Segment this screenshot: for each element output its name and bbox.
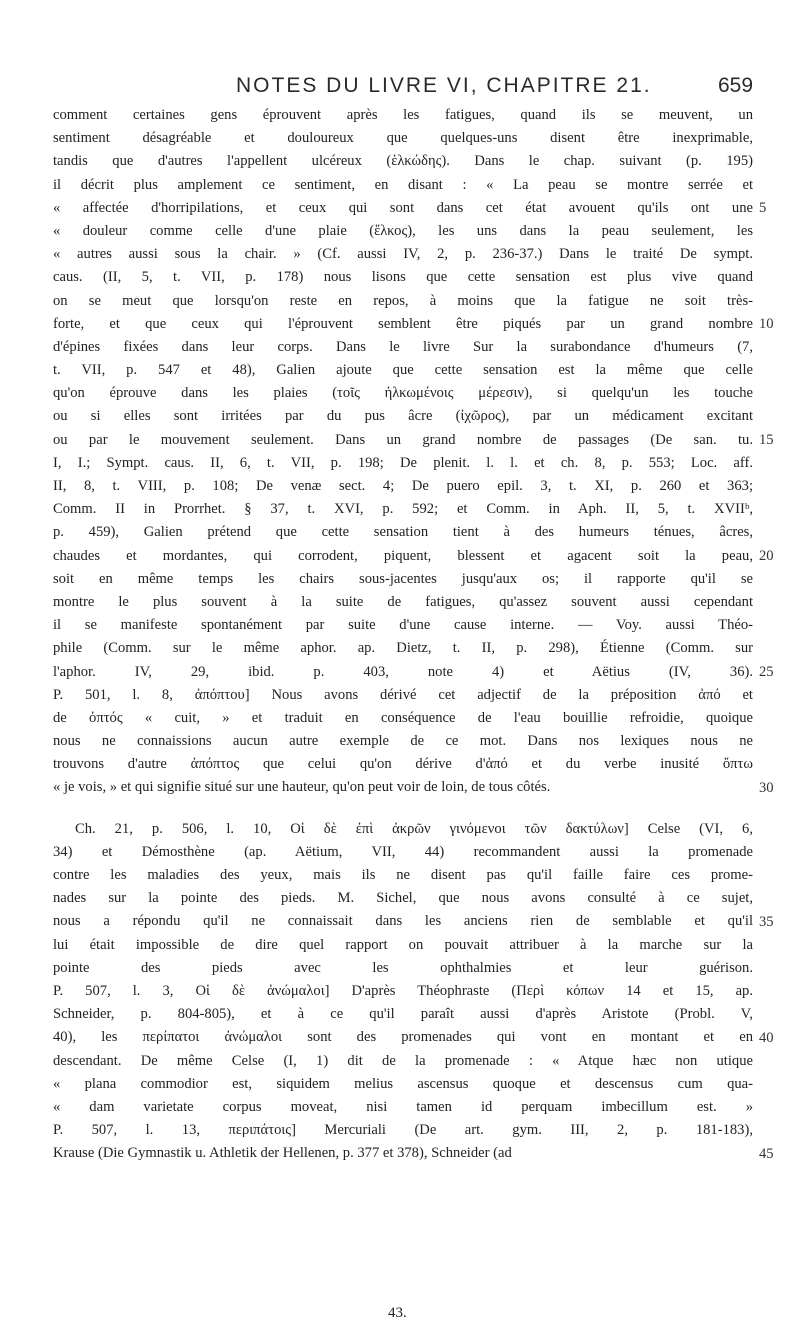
- margin-line-number: 10: [759, 315, 774, 332]
- text-line: nous a répondu qu'il ne connaissait dans les anciens rien de semblable et qu'il: [53, 913, 753, 930]
- text-line: nades sur la pointe des pieds. M. Sichel, que nous avons consulté à ce sujet,: [53, 890, 753, 907]
- text-line: « affectée d'horripilations, et ceux qui sont dans cet état avouent qu'ils ont une: [53, 199, 753, 216]
- page-number: 659: [718, 74, 754, 97]
- signature-mark: 43.: [388, 1305, 407, 1321]
- text-line: Schneider, p. 804-805), et à ce qu'il paraît aussi d'après Aristote (Probl. V,: [53, 1006, 753, 1023]
- margin-line-number: 5: [759, 199, 767, 216]
- text-line: « dam varietate corpus moveat, nisi tamen id perquam imbecillum est. »: [53, 1098, 753, 1115]
- text-line: on se meut que lorsqu'on reste en repos, à moins que la fatigue ne soit très-: [53, 292, 753, 309]
- margin-line-number: 30: [759, 779, 774, 796]
- text-line: 40), les περίπατοι ἀνώμαλοι sont des promenades qui vont en montant et en: [53, 1029, 753, 1046]
- text-line: P. 501, l. 8, ἀπόπτου] Nous avons dérivé cet adjectif de la préposition ἀπό et: [53, 686, 753, 703]
- text-line: caus. (II, 5, t. VII, p. 178) nous lisons que cette sensation est plus vive quand: [53, 269, 753, 286]
- text-line: pointe des pieds avec les ophthalmies et leur guérison.: [53, 959, 753, 976]
- text-line: phile (Comm. sur le même aphor. ap. Dietz, t. II, p. 298), Étienne (Comm. sur: [53, 640, 753, 657]
- text-line: descendant. De même Celse (I, 1) dit de la promenade : « Atque hæc non utique: [53, 1052, 753, 1069]
- text-line: montre le plus souvent à la suite de fatigues, qu'assez souvent aussi cependant: [53, 593, 753, 610]
- margin-line-number: 20: [759, 547, 774, 564]
- text-line: lui était impossible de dire quel rapport on pouvait attribuer à la marche sur la: [53, 936, 753, 953]
- text-line: « douleur comme celle d'une plaie (ἕλκος), les uns dans la peau seulement, les: [53, 222, 753, 239]
- text-line: « autres aussi sous la chair. » (Cf. aussi IV, 2, p. 236-37.) Dans le traité De sympt.: [53, 246, 753, 263]
- text-line: trouvons d'autre ἀπόπτος que celui qu'on dérive d'ἀπό et du verbe inusité ὄπτω: [53, 756, 753, 773]
- text-line: qu'on éprouve dans les plaies (τοῖς ἡλκωμένοις μέρεσιν), si quelqu'un les touche: [53, 385, 753, 402]
- text-line: p. 459), Galien prétend que cette sensation tient à des humeurs ténues, âcres,: [53, 524, 753, 541]
- text-line: P. 507, l. 13, περιπάτοις] Mercuriali (De art. gym. III, 2, p. 181-183),: [53, 1122, 753, 1139]
- text-line: t. VII, p. 547 et 48), Galien ajoute que cette sensation est la même que celle: [53, 362, 753, 379]
- text-line: tandis que d'autres l'appellent ulcéreux (ἑλκώδης). Dans le chap. suivant (p. 195): [53, 153, 753, 170]
- margin-line-number: 15: [759, 431, 774, 448]
- running-header: NOTES DU LIVRE VI, CHAPITRE 21.: [236, 74, 652, 97]
- text-line: contre les maladies des yeux, mais ils ne disent pas qu'il faille faire ces prome-: [53, 867, 753, 883]
- text-line: il décrit plus amplement ce sentiment, en disant : « La peau se montre serrée et: [53, 176, 753, 193]
- text-line: « plana commodior est, siquidem melius ascensus quoque et descensus cum qua-: [53, 1075, 753, 1092]
- text-line: l'aphor. IV, 29, ibid. p. 403, note 4) et Aëtius (IV, 36).: [53, 663, 753, 680]
- text-line: forte, et que ceux qui l'éprouvent semblent être piqués par un grand nombre: [53, 315, 753, 332]
- text-line: ou par le mouvement seulement. Dans un grand nombre de passages (De san. tu.: [53, 431, 753, 448]
- text-line: d'épines fixées dans leur corps. Dans le livre Sur la surabondance d'humeurs (7,: [53, 338, 753, 355]
- paragraph-gap: [53, 800, 753, 818]
- text-line: Krause (Die Gymnastik u. Athletik der Hellenen, p. 377 et 378), Schneider (ad: [53, 1145, 512, 1162]
- margin-line-number: 40: [759, 1029, 774, 1046]
- text-line: il se manifeste spontanément par suite d'une cause interne. — Voy. aussi Théo-: [53, 617, 753, 634]
- text-line: II, 8, t. VIII, p. 108; De venæ sect. 4; De puero epil. 3, t. XI, p. 260 et 363;: [53, 478, 753, 494]
- text-line: sentiment désagréable et douloureux que quelques-uns disent être inexprimable,: [53, 130, 753, 147]
- text-line: nous ne connaissions aucun autre exemple de ce mot. Dans nos lexiques nous ne: [53, 733, 753, 750]
- text-line: P. 507, l. 3, Οἱ δὲ ἀνώμαλοι] D'après Théophraste (Περὶ κόπων 14 et 15, ap.: [53, 982, 753, 999]
- text-line: Ch. 21, p. 506, l. 10, Οἱ δὲ ἐπὶ ἀκρῶν γινόμενοι τῶν δακτύλων] Celse (VI, 6,: [75, 820, 753, 837]
- text-line: I, I.; Sympt. caus. II, 6, t. VII, p. 198; De plenit. l. l. et ch. 8, p. 553; Loc. aff.: [53, 454, 753, 471]
- margin-line-number: 35: [759, 913, 774, 930]
- text-line: chaudes et mordantes, qui corrodent, piquent, blessent et agacent soit la peau,: [53, 547, 753, 564]
- text-line: comment certaines gens éprouvent après les fatigues, quand ils se meuvent, un: [53, 107, 753, 123]
- margin-line-number: 25: [759, 663, 774, 680]
- text-line: 34) et Démosthène (ap. Aëtium, VII, 44) recommandent aussi la promenade: [53, 843, 753, 860]
- text-line: ou si elles sont irritées par du pus âcre (ἰχῶρος), par un médicament excitant: [53, 408, 753, 425]
- margin-line-number: 45: [759, 1145, 774, 1162]
- text-line: Comm. II in Prorrhet. § 37, t. XVI, p. 592; et Comm. in Aph. II, 5, t. XVIIᵇ,: [53, 501, 753, 518]
- body-text: [53, 104, 753, 1165]
- text-line: soit en même temps les chairs sous-jacentes jusqu'aux os; il rapporte qu'il se: [53, 570, 753, 587]
- text-line: « je vois, » et qui signifie situé sur une hauteur, qu'on peut voir de loin, de tous côtés.: [53, 779, 551, 796]
- text-line: de ὀπτός « cuit, » et traduit en conséquence de l'eau bouillie refroidie, quoique: [53, 709, 753, 726]
